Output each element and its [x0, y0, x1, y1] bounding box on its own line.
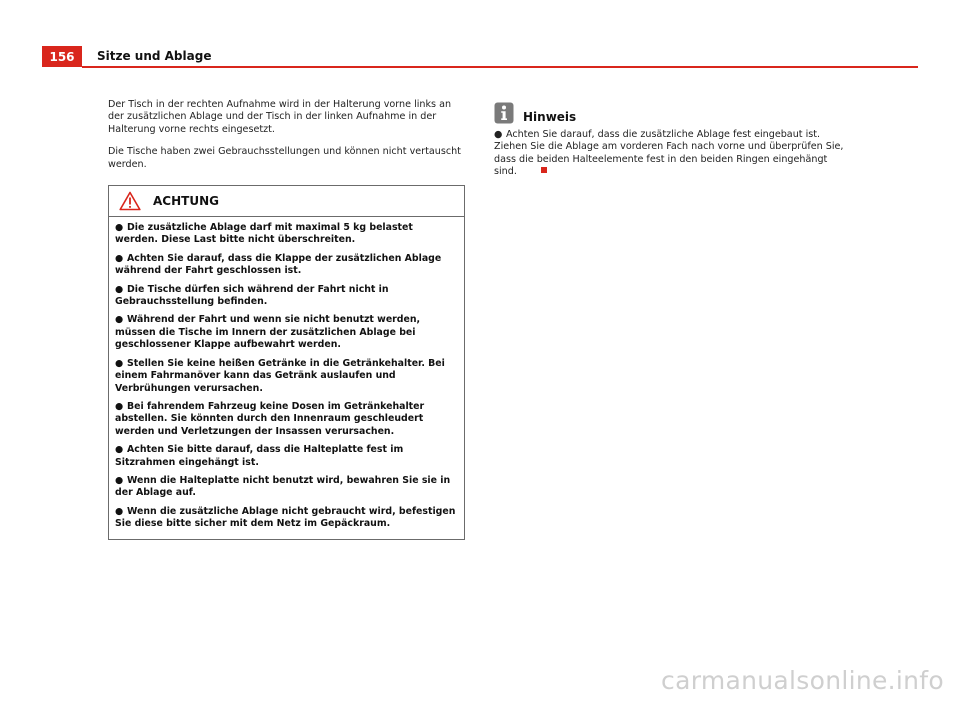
warning-item-text: Wenn die zusätzliche Ablage nicht gebraucht wird, befestigen Sie diese bitte sicher mit dem Netz im Gepäckraum.: [115, 505, 456, 530]
warning-item-text: Während der Fahrt und wenn sie nicht benutzt werden, müssen die Tische im Innern der zusätzlichen Ablage bei geschlossener Klappe aufbewahrt werden.: [115, 314, 421, 351]
end-of-section-marker: [541, 167, 547, 173]
warning-item-text: Die zusätzliche Ablage darf mit maximal 5 kg belastet werden. Diese Last bitte nicht überschreiten.: [115, 222, 413, 246]
warning-box: [108, 185, 465, 540]
bullet: ●: [115, 252, 124, 264]
section-title: Sitze und Ablage: [97, 49, 212, 63]
bullet: ●: [115, 444, 124, 456]
warning-item-text: Stellen Sie keine heißen Getränke in die Getränkehalter. Bei einem Fahrmanöver kann das Getränk auslaufen und Verbrühungen verursachen.: [115, 357, 445, 394]
warning-item: [115, 444, 458, 469]
bullet: ●: [494, 129, 503, 140]
warning-item: [115, 401, 458, 438]
header-rule: [82, 66, 918, 68]
warning-item: [115, 253, 458, 278]
note-text: Achten Sie darauf, dass die zusätzliche Ablage fest eingebaut ist. Ziehen Sie die Ablage am vorderen Fach nach vorne und überprüfen Sie, dass die beiden Halteelemente fest in den beiden Ringen eingehängt sind.: [494, 129, 844, 178]
warning-triangle-icon: [119, 191, 141, 211]
right-column: [494, 98, 852, 188]
warning-item: [115, 475, 458, 500]
warning-list: [109, 217, 464, 539]
body-paragraph: Der Tisch in der rechten Aufnahme wird in der Halterung vorne links an der zusätzlichen Ablage und der Tisch in der linken Aufnahme in der Halterung vorne rechts eingesetzt.: [108, 99, 452, 135]
warning-item-text: Bei fahrendem Fahrzeug keine Dosen im Getränkehalter abstellen. Sie könnten durch den Innenraum geschleudert werden und Verletzungen der Insassen verursachen.: [115, 400, 425, 437]
warning-item-text: Die Tische dürfen sich während der Fahrt nicht in Gebrauchsstellung befinden.: [115, 283, 389, 308]
note-title: Hinweis: [523, 110, 577, 124]
warning-item-text: Achten Sie bitte darauf, dass die Halteplatte fest im Sitzrahmen eingehängt ist.: [115, 444, 404, 468]
page-number: 156: [42, 46, 82, 67]
bullet: ●: [115, 314, 124, 326]
warning-item: [115, 284, 458, 309]
warning-item: [115, 222, 458, 247]
note-header: [494, 98, 852, 124]
warning-item-text: Achten Sie darauf, dass die Klappe der zusätzlichen Ablage während der Fahrt geschlossen ist.: [115, 252, 442, 277]
warning-item: [115, 358, 458, 395]
warning-item: [115, 314, 458, 351]
left-column: [108, 99, 464, 540]
watermark: carmanualsonline.info: [661, 666, 944, 695]
bullet: ●: [115, 474, 124, 486]
bullet: ●: [115, 222, 124, 234]
warning-item-text: Wenn die Halteplatte nicht benutzt wird, bewahren Sie sie in der Ablage auf.: [115, 474, 451, 499]
note-item: [494, 129, 852, 179]
warning-title: ACHTUNG: [153, 194, 219, 209]
bullet: ●: [115, 400, 124, 412]
bullet: ●: [115, 505, 124, 517]
warning-header: [109, 186, 464, 217]
bullet: ●: [115, 357, 124, 369]
body-paragraph: Die Tische haben zwei Gebrauchsstellungen und können nicht vertauscht werden.: [108, 146, 461, 170]
bullet: ●: [115, 283, 124, 295]
info-icon: [494, 102, 514, 124]
warning-item: [115, 506, 458, 531]
